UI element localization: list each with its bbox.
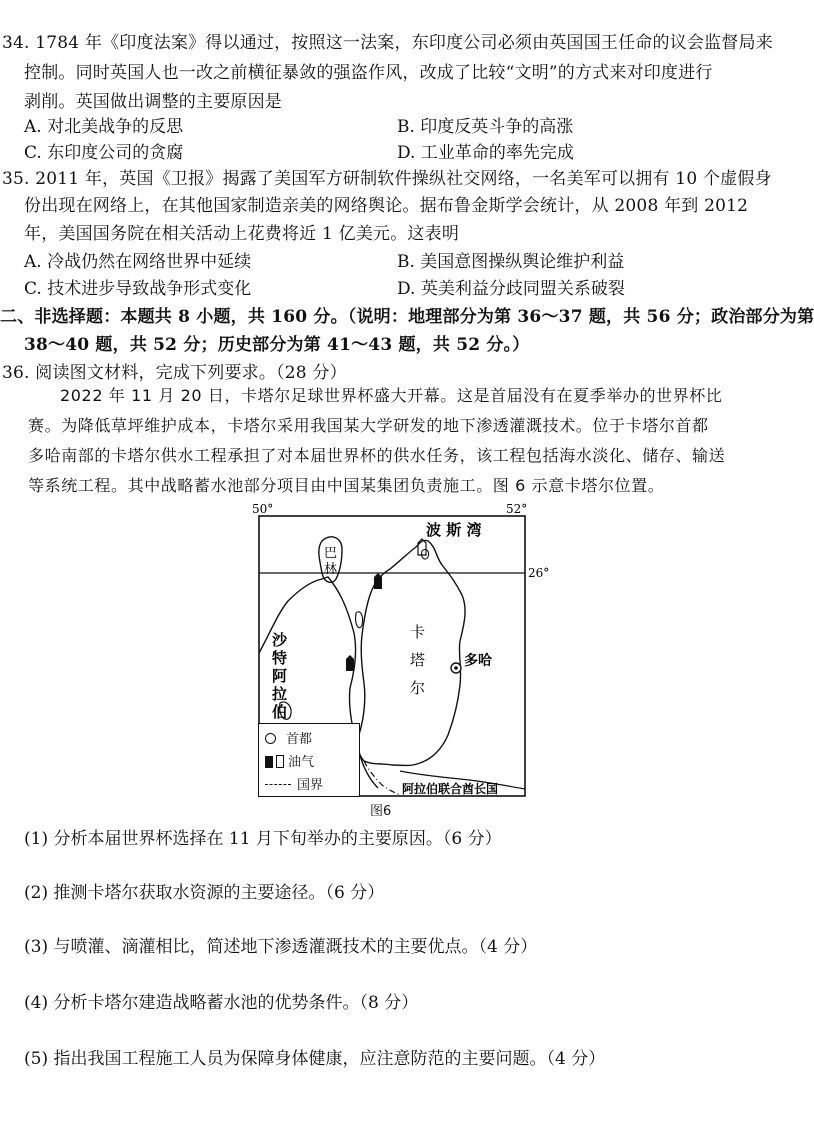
q35-option-a[interactable]: A. 冷战仍然在网络世界中延续 bbox=[24, 252, 252, 272]
section2-line-2: 38～40 题，共 52 分；历史部分为第 41～43 题，共 52 分。） bbox=[24, 335, 530, 355]
q35-option-b[interactable]: B. 美国意图操纵舆论维护利益 bbox=[397, 252, 625, 272]
lon-50-label: 50° bbox=[252, 502, 274, 516]
q34-line-1: 34. 1784 年《印度法案》得以通过，按照这一法案，东印度公司必须由英国国王任命的议会监督局来 bbox=[2, 33, 773, 53]
qatar-label-1: 卡 bbox=[410, 623, 426, 641]
q36-sub-4: (4) 分析卡塔尔建造战略蓄水池的优势条件。（8 分） bbox=[24, 993, 419, 1013]
saudi-label-1: 沙 bbox=[272, 631, 288, 649]
q35-line-2: 份出现在网络上，在其他国家制造亲美的网络舆论。据布鲁金斯学会统计，从 2008 年到 2012 bbox=[24, 196, 749, 216]
qatar-label-3: 尔 bbox=[410, 679, 426, 697]
section2-line-1: 二、非选择题：本题共 8 小题，共 160 分。（说明：地理部分为第 36～37 题，共 56 分；政治部分为第 bbox=[0, 307, 814, 327]
q36-stem: 36. 阅读图文材料，完成下列要求。（28 分） bbox=[2, 363, 347, 383]
q34-option-c[interactable]: C. 东印度公司的贪腐 bbox=[24, 143, 184, 163]
qatar-label-2: 塔 bbox=[410, 651, 426, 669]
legend-capital bbox=[265, 728, 312, 747]
q35-option-c[interactable]: C. 技术进步导致战争形式变化 bbox=[24, 279, 252, 299]
oilgas-outline-icon bbox=[276, 755, 284, 768]
doha-capital-dot bbox=[454, 666, 458, 670]
saudi-label-5: 伯 bbox=[272, 703, 288, 721]
legend-oilgas-label: 油气 bbox=[288, 755, 315, 770]
q36-passage-line-2: 赛。为降低草坪维护成本，卡塔尔采用我国某大学研发的地下渗透灌溉技术。位于卡塔尔首都 bbox=[28, 416, 709, 435]
q35-line-1: 35. 2011 年，英国《卫报》揭露了美国军方研制软件操纵社交网络，一名美军可以拥有 10 个虚假身 bbox=[2, 169, 772, 189]
border-line-icon bbox=[265, 784, 291, 785]
q36-passage-line-1: 2022 年 11 月 20 日，卡塔尔足球世界杯盛大开幕。这是首届没有在夏季举办的世界杯比 bbox=[60, 386, 723, 405]
q36-sub-3: (3) 与喷灌、滴灌相比，简述地下渗透灌溉技术的主要优点。（4 分） bbox=[24, 937, 538, 957]
q35-line-3: 年，美国国务院在相关活动上花费将近 1 亿美元。这表明 bbox=[24, 224, 460, 244]
legend-border-label: 国界 bbox=[297, 778, 324, 793]
doha-label: 多哈 bbox=[464, 653, 492, 669]
uae-label: 阿拉伯联合酋长国 bbox=[402, 782, 499, 796]
gulf-label: 波 斯 湾 bbox=[426, 521, 482, 539]
map-legend bbox=[258, 723, 360, 797]
q34-line-3: 剥削。英国做出调整的主要原因是 bbox=[24, 92, 282, 112]
q35-option-d[interactable]: D. 英美利益分歧同盟关系破裂 bbox=[397, 279, 625, 299]
q34-line-2: 控制。同时英国人也一改之前横征暴敛的强盗作风，改成了比较“文明”的方式来对印度进行 bbox=[24, 63, 713, 83]
q34-option-d[interactable]: D. 工业革命的率先完成 bbox=[397, 143, 574, 163]
legend-capital-label: 首都 bbox=[286, 732, 313, 747]
legend-border bbox=[265, 774, 323, 793]
saudi-label-2: 特 bbox=[272, 649, 288, 667]
q36-passage-line-3: 多哈南部的卡塔尔供水工程承担了对本届世界杯的供水任务，该工程包括海水淡化、储存、输送 bbox=[28, 446, 726, 465]
bahrain-label-1: 巴 bbox=[324, 546, 338, 561]
q36-passage-line-4: 等系统工程。其中战略蓄水池部分项目由中国某集团负责施工。图 6 示意卡塔尔位置。 bbox=[28, 476, 665, 495]
saudi-label-4: 拉 bbox=[272, 685, 288, 703]
q36-sub-5: (5) 指出我国工程施工人员为保障身体健康，应注意防范的主要问题。（4 分） bbox=[24, 1049, 606, 1069]
bahrain-label-2: 林 bbox=[324, 562, 338, 577]
q36-sub-1: (1) 分析本届世界杯选择在 11 月下旬举办的主要原因。（6 分） bbox=[24, 829, 502, 849]
oilgas-icon bbox=[265, 756, 273, 768]
q36-sub-2: (2) 推测卡塔尔获取水资源的主要途径。（6 分） bbox=[24, 883, 385, 903]
saudi-label-3: 阿 bbox=[272, 667, 288, 685]
q36-passage bbox=[28, 381, 798, 501]
q34-option-b[interactable]: B. 印度反英斗争的高涨 bbox=[397, 117, 574, 137]
lon-52-label: 52° bbox=[506, 502, 528, 516]
legend-oilgas bbox=[265, 751, 314, 770]
q34-option-a[interactable]: A. 对北美战争的反思 bbox=[24, 117, 184, 137]
lat-26-label: 26° bbox=[528, 566, 550, 580]
capital-icon bbox=[265, 733, 276, 744]
figure-caption: 图6 bbox=[370, 804, 392, 819]
